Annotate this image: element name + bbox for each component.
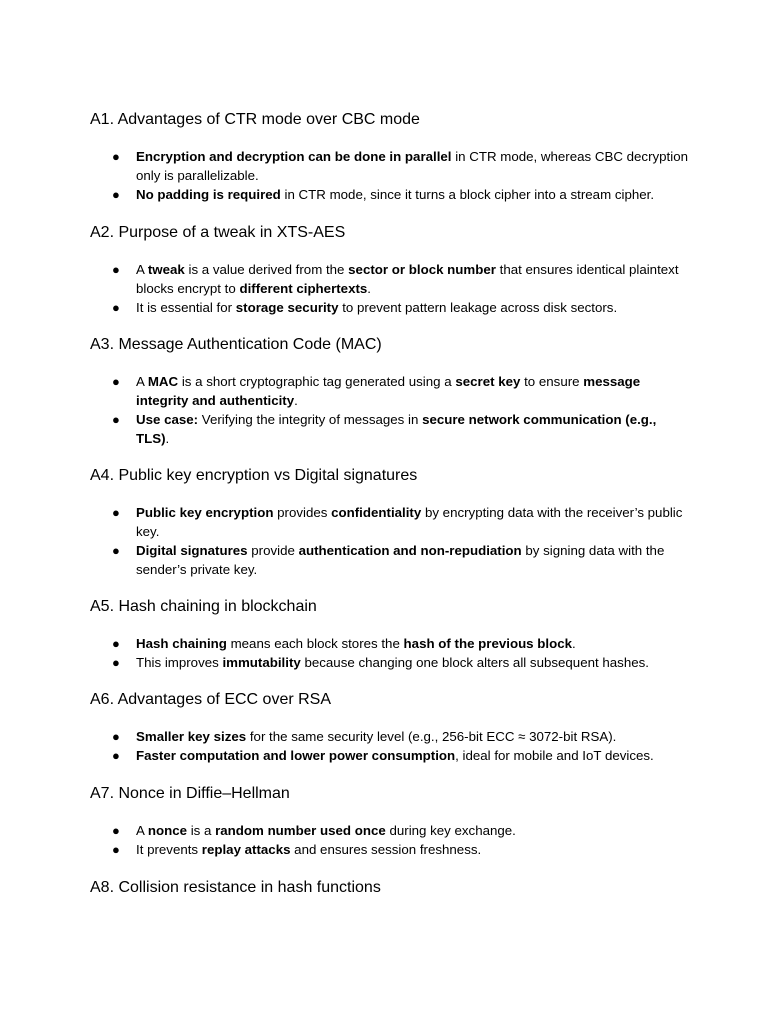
list-item [90,185,690,204]
bold-text: Hash chaining [136,636,227,651]
section-heading: A2. Purpose of a tweak in XTS-AES [90,224,346,241]
bullet-list [90,503,690,579]
bold-text: secret key [455,374,521,389]
text: . [165,431,170,446]
list-item [90,503,690,541]
bold-text: Digital signatures [136,543,248,558]
list-item [90,653,649,672]
section-a1 [90,110,690,204]
text: This improves [136,655,223,670]
bold-text: Public key encryption [136,505,274,520]
text: . [367,281,371,296]
text: It prevents [136,842,202,857]
text: It is essential for [136,300,236,315]
bullet-icon: ● [112,823,120,838]
bullet-list [90,821,516,859]
bold-text: No padding is required [136,187,281,202]
bold-text: Smaller key sizes [136,729,247,744]
list-item [90,840,516,859]
bullet-icon: ● [112,729,120,744]
bold-text: storage security [235,300,339,315]
bullet-list [90,634,649,672]
bullet-icon: ● [112,543,120,558]
bold-text: hash of the previous block [403,636,573,651]
section-heading: A8. Collision resistance in hash functions [90,879,381,896]
text: in CTR mode, since it turns a block cipher into a stream cipher. [280,187,655,202]
text: . [572,636,576,651]
bullet-list [90,727,654,765]
text: because changing one block alters all subsequent hashes. [300,655,649,670]
text: is a [187,823,216,838]
bold-text: nonce [147,823,188,838]
section-heading: A1. Advantages of CTR mode over CBC mode [90,111,420,128]
section-a8 [90,878,381,898]
text: is a short cryptographic tag generated using a [178,374,456,389]
text: by encrypting data with the receiver’s public key. [136,505,683,539]
text: means each block stores the [226,636,404,651]
section-heading: A7. Nonce in Diffie–Hellman [90,785,290,802]
section-a6 [90,690,654,765]
list-item [90,541,690,579]
text: A [136,262,148,277]
bold-text: Faster computation and lower power consumption [136,748,456,763]
bold-text: random number used once [215,823,386,838]
bullet-icon: ● [112,374,120,389]
text: Verifying the integrity of messages in [198,412,423,427]
text: to ensure [520,374,584,389]
bold-text: authentication and non-repudiation [298,543,522,558]
bullet-icon: ● [112,262,120,277]
text: , ideal for mobile and IoT devices. [455,748,654,763]
list-item [90,746,654,765]
text: to prevent pattern leakage across disk sectors. [338,300,618,315]
section-a4 [90,466,690,579]
list-item [90,410,690,448]
text: that ensures identical plaintext blocks encrypt to [136,262,679,296]
section-a2 [90,223,690,317]
bullet-icon: ● [112,412,120,427]
bullet-icon: ● [112,505,120,520]
bold-text: immutability [222,655,301,670]
section-heading: A6. Advantages of ECC over RSA [90,691,332,708]
list-item [90,298,690,317]
bold-text: message integrity and authenticity [136,374,641,408]
bullet-icon: ● [112,149,120,164]
bold-text: Encryption and decryption can be done in parallel [136,149,452,164]
bullet-list [90,147,690,204]
section-heading: A3. Message Authentication Code (MAC) [90,336,382,353]
bold-text: different ciphertexts [239,281,368,296]
bold-text: sector or block number [348,262,496,277]
text: provide [247,543,299,558]
text: for the same security level (e.g., 256-bit ECC ≈ 3072-bit RSA). [246,729,617,744]
section-heading: A4. Public key encryption vs Digital signatures [90,467,418,484]
bullet-list [90,372,690,448]
section-a7 [90,784,516,859]
list-item [90,727,654,746]
text: A [136,374,148,389]
bullet-list [90,260,690,317]
text: by signing data with the sender’s private key. [136,543,665,577]
section-a3 [90,335,690,448]
bold-text: secure network communication (e.g., TLS) [136,412,657,446]
bullet-icon: ● [112,842,120,857]
list-item [90,821,516,840]
bullet-icon: ● [112,636,120,651]
bullet-icon: ● [112,655,120,670]
text: is a value derived from the [184,262,349,277]
list-item [90,260,690,298]
bold-text: MAC [147,374,179,389]
bullet-icon: ● [112,300,120,315]
section-a5 [90,597,649,672]
list-item [90,372,690,410]
list-item [90,634,649,653]
text: . [294,393,298,408]
text: during key exchange. [385,823,516,838]
bold-text: replay attacks [201,842,291,857]
list-item [90,147,690,185]
text: in CTR mode, whereas CBC decryption only is parallelizable. [136,149,688,183]
bold-text: tweak [147,262,185,277]
section-heading: A5. Hash chaining in blockchain [90,598,317,615]
bold-text: confidentiality [331,505,422,520]
text: A [136,823,148,838]
text: provides [273,505,332,520]
bold-text: Use case: [136,412,199,427]
bullet-icon: ● [112,187,120,202]
bullet-icon: ● [112,748,120,763]
text: and ensures session freshness. [290,842,482,857]
